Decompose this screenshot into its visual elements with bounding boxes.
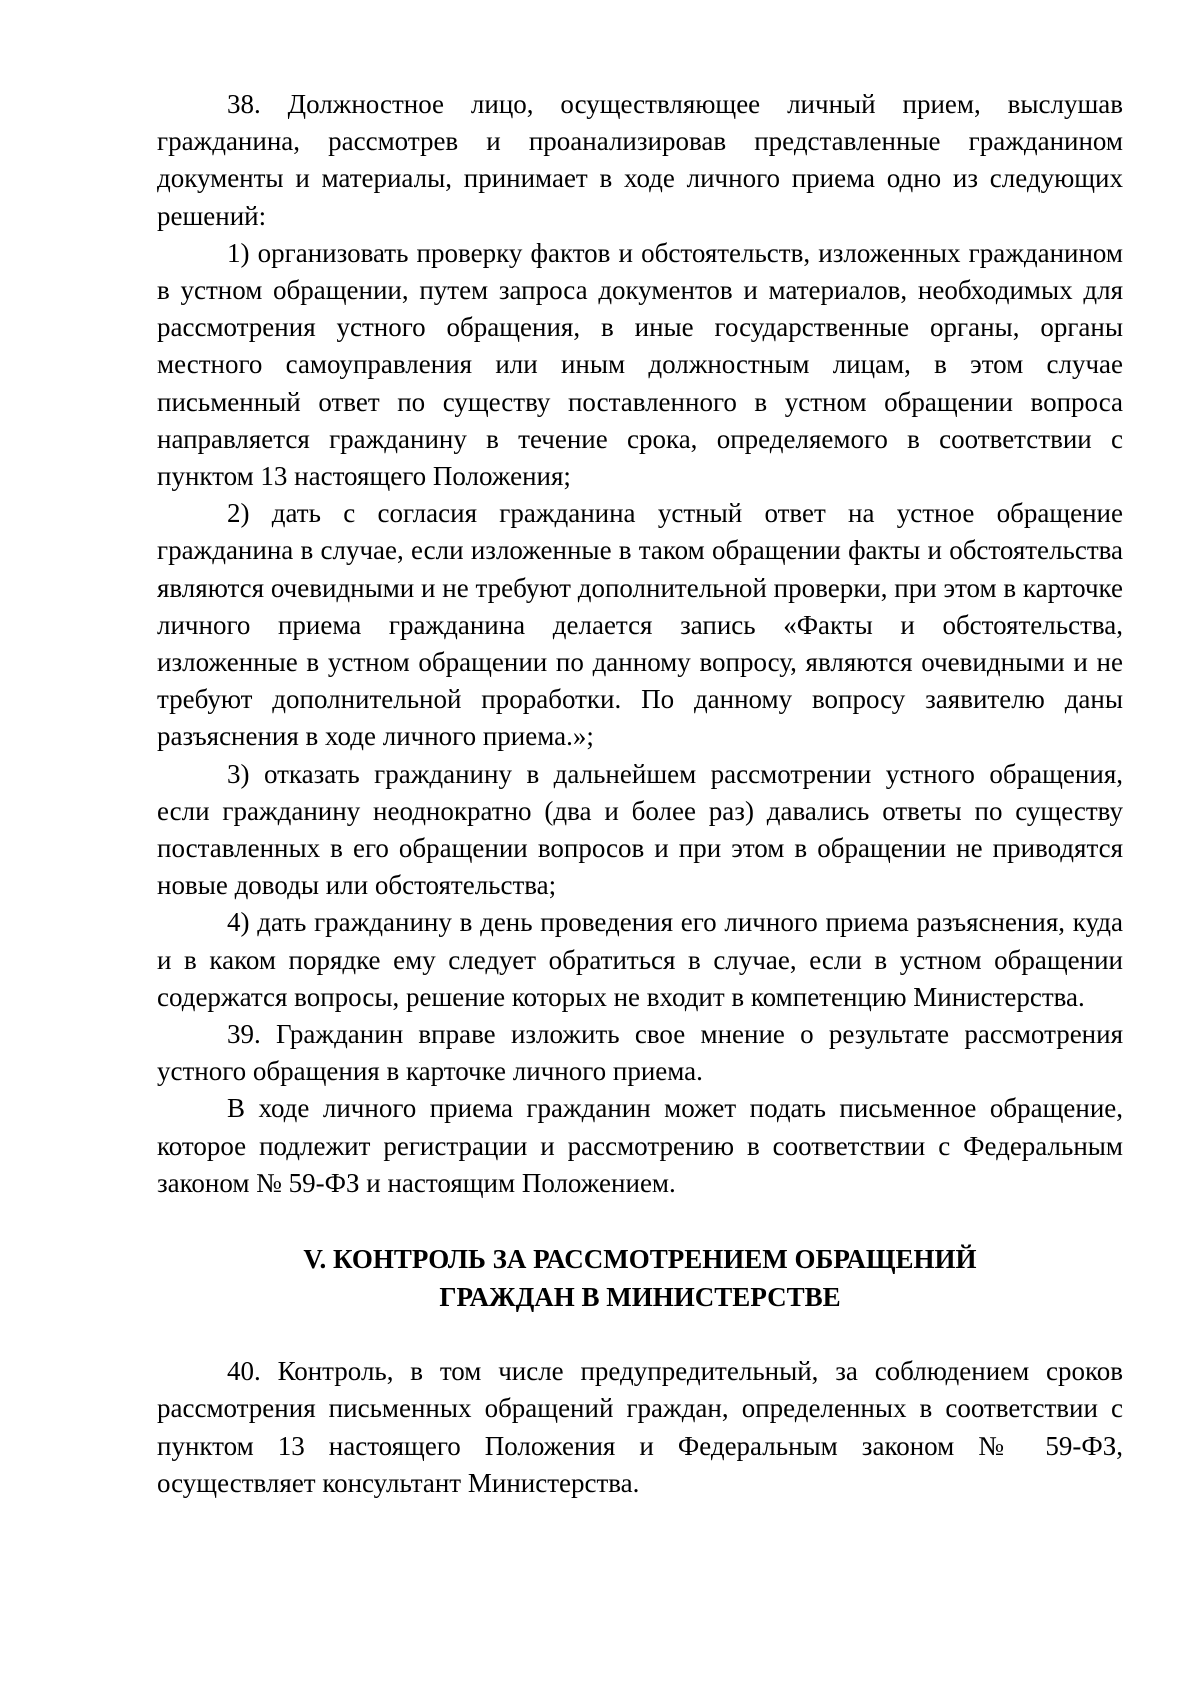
paragraph-40: 40. Контроль, в том числе предупредительный, за соблюдением сроков рассмотрения письменных обращений граждан, определенных в соответствии с пунктом 13 настоящего Положения и Федеральным законом № 59-ФЗ, осуществляет консультант Министерства. <box>157 1356 1123 1498</box>
section-heading-line-2: ГРАЖДАН В МИНИСТЕРСТВЕ <box>439 1281 841 1312</box>
paragraph-38-item-1: 1) организовать проверку фактов и обстоятельств, изложенных гражданином в устном обращении, путем запроса документов и материалов, необходимых для рассмотрения устного обращения, в иные государственные органы, органы местного самоуправления или иным должностным лицам, в этом случае письменный ответ по существу поставленного в устном обращении вопроса направляется гражданину в течение срока, определяемого в соответствии с пунктом 13 настоящего Положения; <box>157 237 1123 492</box>
paragraph-38-item-2: 2) дать с согласия гражданина устный ответ на устное обращение гражданина в случае, если изложенные в таком обращении факты и обстоятельства являются очевидными и не требуют дополнительной проверки, при этом в карточке личного приема гражданина делается запись «Факты и обстоятельства, изложенные в устном обращении по данному вопросу, являются очевидными и не требуют дополнительной проработки. По данному вопросу заявителю даны разъяснения в ходе личного приема.»; <box>157 498 1123 752</box>
paragraph-39: 39. Гражданин вправе изложить свое мнение о результате рассмотрения устного обращения в карточке личного приема. <box>157 1019 1123 1087</box>
paragraph-38-item-3: 3) отказать гражданину в дальнейшем рассмотрении устного обращения, если гражданину неоднократно (два и более раз) давались ответы по существу поставленных в его обращении вопросов и при этом в обращении не приводятся новые доводы или обстоятельства; <box>157 758 1123 901</box>
paragraph-38-item-4: 4) дать гражданину в день проведения его личного приема разъяснения, куда и в каком порядке ему следует обратиться в случае, если в устном обращении содержатся вопросы, решение которых не входит в компетенцию Министерства. <box>157 907 1123 1012</box>
paragraph-39-continued: В ходе личного приема гражданин может подать письменное обращение, которое подлежит регистрации и рассмотрению в соответствии с Федеральным законом № 59-ФЗ и настоящим Положением. <box>157 1093 1123 1198</box>
section-heading <box>157 1241 1123 1316</box>
section-heading-line-1: V. КОНТРОЛЬ ЗА РАССМОТРЕНИЕМ ОБРАЩЕНИЙ <box>303 1244 977 1275</box>
paragraph-38: 38. Должностное лицо, осуществляющее личный прием, выслушав гражданина, рассмотрев и проанализировав представленные гражданином документы и материалы, принимает в ходе личного приема одно из следующих решений: <box>157 89 1123 231</box>
document-page <box>157 86 1123 1502</box>
